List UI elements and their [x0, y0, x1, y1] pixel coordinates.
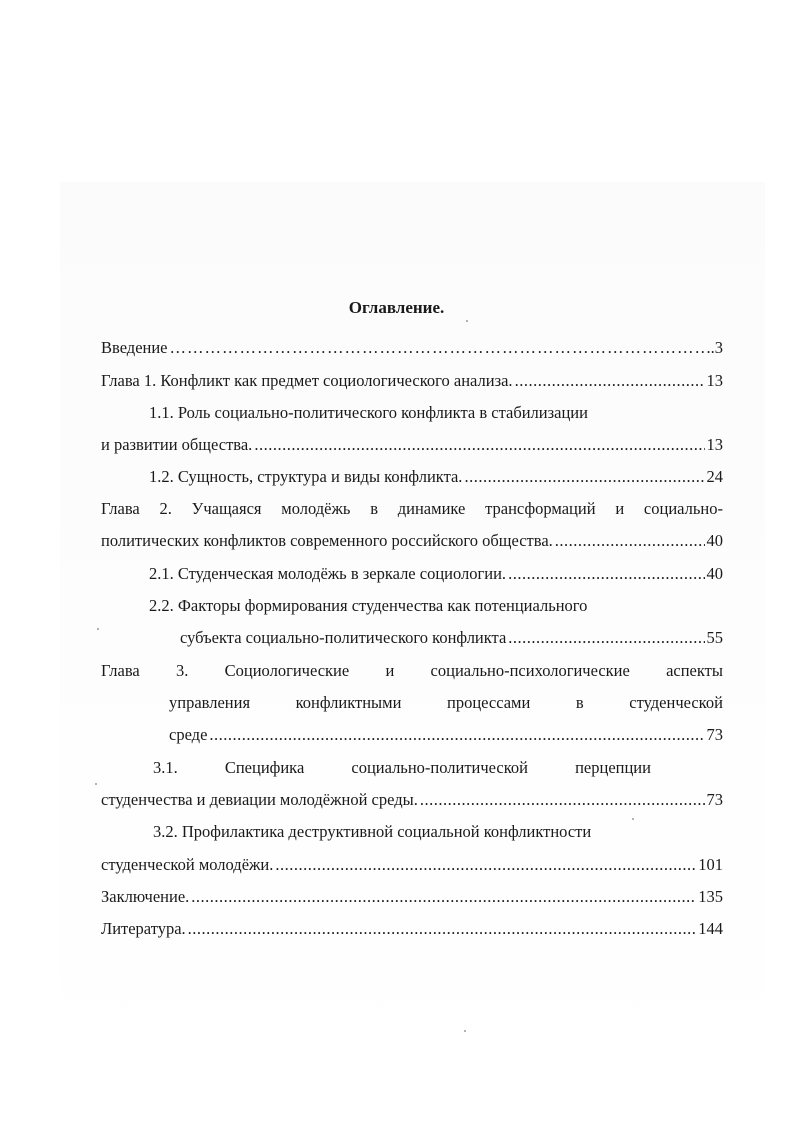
leader-dots: [188, 917, 697, 941]
scan-speck: [466, 320, 468, 322]
toc-entry-section-2-1[interactable]: [149, 562, 723, 586]
toc-page-number: 144: [698, 919, 723, 938]
toc-entry-text: и развитии общества.: [101, 435, 253, 454]
toc-page-number: 40: [706, 531, 723, 550]
toc-entry-text: Литература.: [101, 919, 186, 938]
scan-speck: [97, 628, 99, 630]
toc-entry-text: среде: [169, 725, 208, 744]
toc-page-number: 13: [706, 371, 723, 390]
word: 3.: [176, 661, 189, 680]
toc-title: Оглавление.: [348, 298, 445, 317]
toc-entry-section-1-2[interactable]: [149, 465, 723, 489]
word: аспекты: [666, 661, 723, 680]
word: Глава: [101, 499, 140, 518]
leader-dots: [464, 465, 704, 489]
word: в: [370, 499, 378, 518]
toc-entry-section-2-2[interactable]: [149, 594, 587, 618]
word: 3.1.: [153, 758, 178, 777]
leader-dots: [420, 788, 705, 812]
word: управления: [169, 693, 251, 712]
toc-entry-section-1-1[interactable]: [149, 401, 588, 425]
toc-entry-introduction[interactable]: [101, 336, 723, 360]
word: социально-политической: [351, 758, 528, 777]
scan-speck: [464, 1030, 466, 1032]
toc-entry-chapter-1[interactable]: [101, 369, 723, 393]
leader-dots: [508, 562, 704, 586]
toc-entry-chapter-3[interactable]: [101, 659, 723, 683]
leader-dots: [191, 885, 696, 909]
word: 2.: [159, 499, 172, 518]
toc-entry-text: Введение: [101, 338, 168, 357]
leader-dots: [254, 433, 704, 457]
word: процессами: [446, 693, 531, 712]
word: перцепции: [575, 758, 651, 777]
word: трансформаций: [485, 499, 596, 518]
toc-entry-section-3-2[interactable]: [153, 820, 591, 844]
toc-entry-text: 1.2. Сущность, структура и виды конфликта.: [149, 467, 463, 486]
word: молодёжь: [281, 499, 351, 518]
word: Специфика: [224, 758, 305, 777]
leader-dots: [275, 853, 696, 877]
toc-entry-chapter-2[interactable]: [101, 497, 723, 521]
word: студенческой: [629, 693, 723, 712]
toc-page-number: 13: [706, 435, 723, 454]
toc-page-number: ..3: [706, 338, 723, 357]
toc-entry-text: 1.1. Роль социально-политического конфликта в стабилизации: [149, 403, 588, 422]
toc-entry-section-3-2-cont[interactable]: [101, 853, 723, 877]
toc-entry-section-3-1[interactable]: [153, 756, 651, 780]
word: конфликтными: [295, 693, 402, 712]
toc-page-number: 135: [698, 887, 723, 906]
word: в: [575, 693, 584, 712]
toc-entry-text: субъекта социально-политического конфликта: [180, 628, 507, 647]
toc-entry-conclusion[interactable]: [101, 885, 723, 909]
word: социально-: [643, 499, 723, 518]
toc-page-number: 101: [698, 855, 723, 874]
toc-page-number: 40: [706, 564, 723, 583]
leader-dots: [209, 723, 704, 747]
toc-entry-text: 2.2. Факторы формирования студенчества как потенциального: [149, 596, 588, 615]
word: динамике: [397, 499, 466, 518]
toc-entry-text: студенчества и девиации молодёжной среды.: [101, 790, 418, 809]
toc-entry-text: Заключение.: [101, 887, 190, 906]
word: Глава: [101, 661, 140, 680]
toc-entry-text: студенческой молодёжи.: [101, 855, 274, 874]
leader-dots: [170, 336, 705, 360]
toc-page-number: 73: [706, 790, 723, 809]
leader-dots: [508, 626, 704, 650]
toc-page-number: 55: [706, 628, 723, 647]
scan-speck: [632, 818, 634, 820]
toc-entry-text: 3.2. Профилактика деструктивной социальной конфликтности: [153, 822, 592, 841]
toc-entry-text: 2.1. Студенческая молодёжь в зеркале социологии.: [149, 564, 507, 583]
scan-speck: [95, 783, 97, 785]
word: Учащаяся: [191, 499, 262, 518]
toc-entry-section-1-1-cont[interactable]: [101, 433, 723, 457]
word: Социологические: [224, 661, 350, 680]
leader-dots: [515, 369, 705, 393]
toc-page-number: 24: [706, 467, 723, 486]
word: и: [615, 499, 625, 518]
toc-entry-section-2-2-cont[interactable]: [180, 626, 723, 650]
leader-dots: [555, 529, 705, 553]
toc-entry-text: Глава 1. Конфликт как предмет социологического анализа.: [101, 371, 513, 390]
toc-entry-chapter-2-cont[interactable]: [101, 529, 723, 553]
toc-entry-chapter-3-cont[interactable]: [169, 723, 723, 747]
toc-entry-section-3-1-cont[interactable]: [101, 788, 723, 812]
word: социально-психологические: [430, 661, 630, 680]
toc-entry-chapter-3-line-2[interactable]: [169, 691, 723, 715]
toc-entry-text: политических конфликтов современного российского общества.: [101, 531, 553, 550]
toc-page-number: 73: [706, 725, 723, 744]
toc-entry-literature[interactable]: [101, 917, 723, 941]
word: и: [385, 661, 395, 680]
